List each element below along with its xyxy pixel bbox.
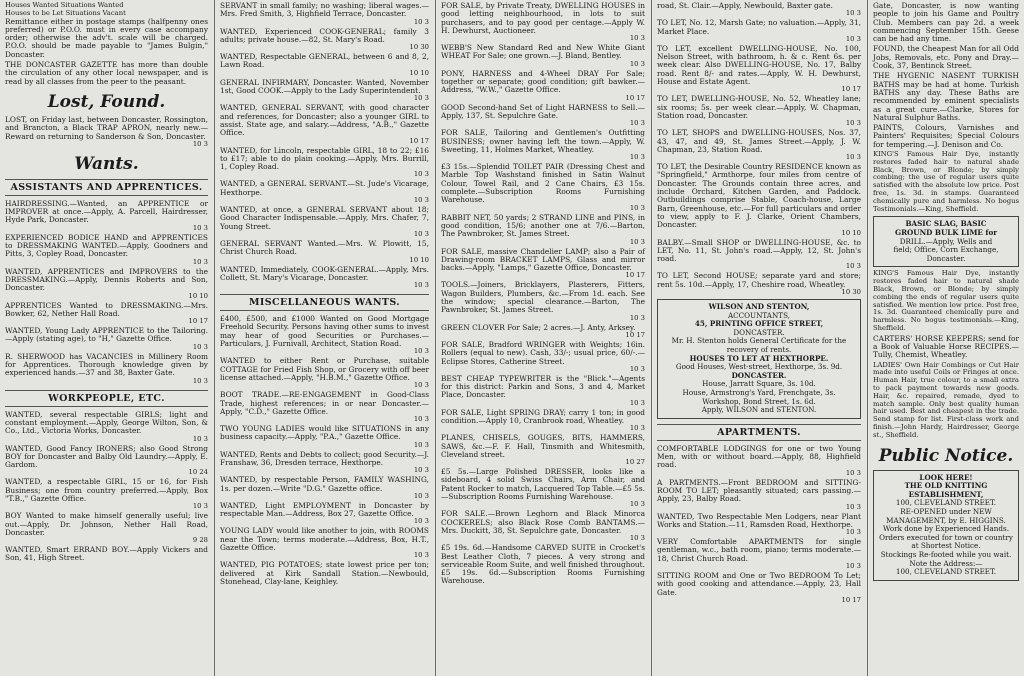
classified-ad: PLANES, CHISELS, GOUGES, BITS, HAMMERS, SAWS, &c.—F. F. Hall, Tinsmith and Whitesmith, Cleveland street. 10 27 xyxy=(441,433,645,467)
classified-ad: EXPERIENCED BODICE HAND and APPRENTICES to DRESSMAKING WANTED.—Apply, Goodners and Pitts, 3, Copley Road, Doncaster. 10 3 xyxy=(5,232,208,266)
classified-ad: WANTED, a GENERAL SERVANT.—St. Jude's Vicarage, Hexthorpe. 10 3 xyxy=(220,179,429,205)
classified-ad: £5 19s. 6d.—Handsome CARVED SUITE in Crocket's Best Leather Cloth, 7 pieces. A very strong and serviceable Room Suite, and well finished throughout. £5 19s. 6d.—Subscription Rooms Furnishing Warehouse. xyxy=(441,543,645,586)
column-5 xyxy=(868,0,1024,676)
classified-ad: WANTED, Immediately, COOK-GENERAL.—Apply, Mrs. Collett, St. Mary's Vicarage, Doncaster. 10 3 xyxy=(220,264,429,290)
subsection-heading-workpeople: WORKPEOPLE, ETC. xyxy=(5,390,208,407)
classified-ad: WANTED, Young Lady APPRENTICE to the Tailoring.—Apply (stating age), to "H," Gazette Office. 10 3 xyxy=(5,326,208,351)
classified-ad: PONY, HARNESS and 4-Wheel DRAY For Sale; together or separate; good condition; gift bawker.—Address, "W.W.," Gazette Office. 10 17 xyxy=(441,68,645,102)
classified-ad: THE HYGENIC NASENT TURKISH BATHS may be had at home. Turkish BATHS any day. These Baths are recommended by eminent specialists as a great cure.—Clarke, Stores for Natural Sulphur Baths. xyxy=(873,71,1019,122)
classified-ad: SERVANT in small family; no washing; liberal wages.—Mrs. Fred Smith, 3, Highfield Terrace, Doncaster. 10 3 xyxy=(220,1,429,26)
classified-ad: BOOT TRADE.—RE-ENGAGEMENT in Good-Class Trade, highest references; in or near Doncaster.—Apply, "C.D.," Gazette Office. 10 3 xyxy=(220,390,429,424)
classified-ad: A PARTMENTS.—Front BEDROOM and SITTING-ROOM TO LET; pleasantly situated; cars passing.—Apply, 23, Balby Road. 10 3 xyxy=(657,477,861,511)
section-heading-wants: Wants. xyxy=(74,153,139,174)
classified-ad: FOR SALE, by Private Treaty, DWELLING HOUSES in good letting neighbourhood, in lots to suit purchasers, and to pay good per centage.—Apply W. H. Dewhurst, Auctioneer. 10 3 xyxy=(441,1,645,43)
classified-ad: COMFORTABLE LODGINGS for one or two Young Men, with or without board.—Apply, 88, Highfield road. 10 3 xyxy=(657,443,861,477)
classified-ad: TWO YOUNG LADIES would like SITUATIONS in any business capacity.—Apply, "P.A.," Gazette Office. 10 3 xyxy=(220,424,429,449)
classified-ad: TO LET, excellent DWELLING-HOUSE, No. 100, Nelson Street, with bathroom, h. & c. Rent 6s. per week clear. Also DWELLING-HOUSE, No. 17, Balby road. Rent 8/- and rates.—Apply, W. H. Dewhurst, House and Estate Agent. 10 17 xyxy=(657,43,861,94)
classified-ad: LADIES' Own Hair Combings or Cut Hair made into useful Coils or Fringes at once. Human Hair, true colour, to a small extra to pack payment towards new goods. Hair, &c. repaired, remade, dyed to match sample. Only best quality human hair used. Best and cheapest in the trade. Send stamp for list. First-class work and finish.—John Hardy, Hairdresser, George st., Sheffield. xyxy=(873,360,1019,439)
classified-ad: FOR SALE, massive Chandelier LAMP; also a Pair of Drawing-room BRACKET LAMPS, Glass and mirror backs.—Apply, "Lamps," Gazette Office, Doncaster. 10 17 xyxy=(441,246,645,280)
accountants-notice: WILSON AND STENTON, ACCOUNTANTS, 45, PRINTING OFFICE STREET, DONCASTER. Mr. H. Stenton holds General Certificate for the recovery of rents. HOUSES TO LET AT HEXTHORPE. Good Houses, West-street, Hexthorpe, 3s. 9d. DONCASTER. House, Jarratt Square, 3s. 10d. House, Armstrong's Yard, Frenchgate, 3s. Workshop, Bond Street, 1s. 6d. Apply, WILSON and STENTON. xyxy=(657,299,861,419)
knitting-establishment-notice: LOOK HERE! THE OLD KNITTING ESTABLISHMENT, 100, CLEVELAND STREET. RE-OPENED under NEW MANAGEMENT, by E. HIGGINS. Work done by Experienced Hands. Orders executed for town or country at Shortest Notice. Stockings Re-footed while you wait. Note the Address:— 100, CLEVELAND STREET. xyxy=(873,470,1019,581)
classified-ad: KING'S Famous Hair Dye, instantly restores faded hair to natural shade Black, Brown, or Blonde; by simply combing the ends of regular users quite satisfied. We mention low price. Post free, 1s. 3d. Guaranteed chemically pure and harmless. No bogus testimonials.—King, Sheffield. xyxy=(873,269,1019,332)
classified-ad: WANTED, Experienced COOK-GENERAL; family 3 adults; private house.—82, St. Mary's Road. 10 30 xyxy=(220,26,429,52)
classified-ad: GREEN CLOVER For Sale; 2 acres.—J. Anty, Arksey. 10 17 xyxy=(441,322,645,339)
classified-ad: WANTED, for Lincoln, respectable GIRL, 18 to 22; £16 to £17; able to do plain cooking.—Apply, Mrs. Burrill, 1, Copley Road. 10 3 xyxy=(220,145,429,179)
classified-ad: WANTED, PIG POTATOES; state lowest price per ton; delivered at Kirk Sandall Station.—Newbould, Stonehead, Clay-lane, Keighley. xyxy=(220,560,429,586)
classified-ad: GENERAL SERVANT Wanted.—Mrs. W. Plowitt, 15, Christ Church Road. 10 10 xyxy=(220,238,429,264)
classified-ad: WANTED, by respectable Person, FAMILY WASHING, 1s. per dozen.—Write "D.G." Gazette office. 10 3 xyxy=(220,475,429,500)
classified-ad: WANTED, Good Fancy IRONERS; also Good Strong BOY for Doncaster and Balby Old Laundry.—Apply, E. Gardom. 10 24 xyxy=(5,443,208,477)
classified-ad: WANTED, at once, a GENERAL SERVANT about 18; Good Character Indispensable.—Apply, Mrs. Chafer, 7, Young Street. 10 3 xyxy=(220,205,429,238)
classified-ad: GOOD Second-hand Set of Light HARNESS to Sell.—Apply, 137, St. Sepulchre Gate. 10 3 xyxy=(441,102,645,128)
classified-ad: TO LET, Second HOUSE; separate yard and store; rent 5s. 10d.—Apply, 17, Cheshire road, Wheatley. 10 30 xyxy=(657,271,861,297)
classified-ad: SITTING ROOM and One or Two BEDROOM To Let; with good cooking and attendance.—Apply, 23, Hall Gate. 10 17 xyxy=(657,571,861,604)
classified-ad: TO LET, DWELLING-HOUSE, No. 52, Wheatley lane; six rooms; 5s. per week clear.—Apply, W. Chapman, Station road, Doncaster. 10 3 xyxy=(657,94,861,128)
classified-ad: WANTED, a respectable GIRL, 15 or 16, for Fish Business; one from country preferred.—Apply, Box "T.B.," Gazette Office. 10 3 xyxy=(5,477,208,511)
classified-ad: LOST, on Friday last, between Doncaster, Rossington, and Brancton, a Black TRAP APRON, nearly new.—Reward on returning to Sanderson & Son, Doncaster. 10 3 xyxy=(5,114,208,148)
classified-ad: £5 5s.—Large Polished DRESSER, looks like a sideboard, 4 solid Swiss Chairs, Arm Chair, and Patent Rocker to match, Lacquered Top Table.—£5 5s.—Subscription Rooms Furnishing Warehouse. 10 3 xyxy=(441,467,645,509)
section-heading-misc-wants: MISCELLANEOUS WANTS. xyxy=(220,294,429,311)
gazette-circulation-note: THE DONCASTER GAZETTE has more than double the circulation of any other local newspaper, and is read by all classes from the peer to the peasant. xyxy=(5,60,208,86)
classified-ad: RABBIT NET, 50 yards; 2 STRAND LINE and PINS, in good condition, 15/6; another one at 7/6.—Barton, The Pawnbroker, St. James Street. 10 3 xyxy=(441,212,645,246)
section-heading-apartments: APARTMENTS. xyxy=(657,424,861,441)
classified-ad: VERY Comfortable APARTMENTS for single gentleman, w.c., bath room, piano; terms moderate.—18, Christ Church Road. 10 3 xyxy=(657,537,861,570)
classified-ad: £400, £500, and £1000 Wanted on Good Mortgage Freehold Security. Persons having other sums to invest may hear of good Securities or Purchases.—Particulars, J. Furnivall, Architect, Station Road. 10 3 xyxy=(220,314,429,356)
classified-ad: TO LET, the Desirable Country RESIDENCE known as "Springfield," Armthorpe, four miles from centre of Doncaster. The Grounds contain three acres, and include Orchard, Kitchen Garden, and Paddock. Outbuildings comprise Stable, Coach-house, Large Barn, Greenhouse, etc.—For full particulars and order to view, apply to F. J. Clarke, Orient Chambers, Doncaster. 10 10 xyxy=(657,162,861,237)
classified-ad: WEBB'S New Standard Red and New White Giant WHEAT For Sale; one grown.—J. Bland, Bentley. 10 3 xyxy=(441,43,645,68)
classified-ad: WANTED to either Rent or Purchase, suitable COTTAGE for Fried Fish Shop, or Grocery with off beer license attached.—Apply, "H.B.M.," Gazette Office. 10 3 xyxy=(220,356,429,390)
classified-ad: TOOLS.—Joiners, Bricklayers, Plasterers, Fitters, Wagon Builders, Plumbers, &c.—From 1d. each. See the window; special clearance.—Barton, The Pawnbroker, St. James Street. 10 3 xyxy=(441,280,645,322)
section-heading-public-notice: Public Notice. xyxy=(878,445,1014,466)
classified-ad: WANTED, Light EMPLOYMENT in Doncaster by respectable Man.—Address, Box 27, Gazette Office. 10 3 xyxy=(220,500,429,526)
column-2 xyxy=(215,0,434,676)
classified-ad: FOR SALE, Tailoring and Gentlemen's Outfitting BUSINESS; owner having left the town.—Apply, W. Sweeting, 11, Holmes Market, Wheatley. 10 3 xyxy=(441,128,645,162)
subsection-heading-assistants: ASSISTANTS AND APPRENTICES. xyxy=(5,179,208,196)
classified-ad: KING'S Famous Hair Dye, instantly restores faded hair to natural shade Black, Brown, or Blonde; by simply combing; the use of regular users quite satisfied with the absolute low price. Post free, 1s. 3d. in stamps. Guaranteed chemically pure and harmless. No bogus Testimonials.—King, Sheffield. xyxy=(873,150,1019,213)
column-1 xyxy=(0,0,213,676)
classified-ad: BOY Wanted to make himself generally useful; live out.—Apply, Dr. Johnson, Nether Hall Road, Doncaster. 9 28 xyxy=(5,511,208,545)
classified-ad: FOR SALE, Bradford WRINGER with Weights; 16in. Rollers (equal to new). Cash, 33/-; usual price, 60/-.—Eclipse Stores, Catherine Street. 10 3 xyxy=(441,339,645,373)
classified-ad: BEST CHEAP TYPEWRITER is the "Blick."—Agents for this district: Parkin and Sons, 3 and 4, Market Place, Doncaster. 10 3 xyxy=(441,373,645,407)
remittance-note: Remittance either in postage stamps (halfpenny ones preferred) or P.O.O. must in every case accompany order; otherwise the adv't. scale will be charged. P.O.O. should be made payable to "James Bulgin," Doncaster. xyxy=(5,16,208,59)
classified-ad: FOR SALE, Light SPRING DRAY; carry 1 ton; in good condition.—Apply 10, Cranbrook road, Wheatley. 10 3 xyxy=(441,407,645,433)
classified-ad: WANTED, Smart ERRAND BOY.—Apply Vickers and Son, 41, High Street. xyxy=(5,545,208,563)
classified-ad: WANTED, Rents and Debts to collect; good Security.—J. Franshaw, 36, Dresden terrace, Hexthorpe. 10 3 xyxy=(220,449,429,475)
classified-ad: APPRENTICES Wanted to DRESSMAKING.—Mrs. Bowker, 62, Nether Hall Road. 10 17 xyxy=(5,300,208,326)
category-list: Houses Wanted Situations Wanted Houses to be Let Situations Vacant xyxy=(5,1,126,17)
classified-ad: £3 15s.—Splendid TOILET PAIR (Dressing Chest and Marble Top Washstand finished in Satin Walnut Colour, Towel Rail, and 2 Cane Chairs, £3 15s. complete.—Subscription Rooms Furnishing Warehouse. 10 3 xyxy=(441,162,645,212)
classified-ad: YOUNG LADY would like another to join, with ROOMS near the Town; terms moderate.—Address, Box, H.T., Gazette Office. 10 3 xyxy=(220,526,429,560)
classified-ad: WANTED, Two Respectable Men Lodgers, near Plant Works and Station.—11, Ramsden Road, Hexthorpe. 10 3 xyxy=(657,511,861,537)
classified-ad: CARTERS' HORSE KEEPERS; send for a Book of Valuable Horse RECIPES.—Tully, Chemist, Wheatley. xyxy=(873,333,1019,360)
classified-ad: TO LET, SHOPS and DWELLING-HOUSES, Nos. 37, 43, 47, and 49, St. James Street.—Apply, J. W. Chapman, 23, Station Road. 10 3 xyxy=(657,128,861,162)
column-3 xyxy=(436,0,650,676)
classified-ad: BALBY.—Small SHOP or DWELLING-HOUSE, &c. to LET, No. 11, St. John's road.—Apply, 12, St. John's road. 10 3 xyxy=(657,237,861,271)
basic-slag-notice: BASIC SLAG, BASIC GROUND BULK LIME for DRILL.—Apply, Wells and field; Office, Corn Exchange, Doncaster. xyxy=(873,216,1019,267)
classified-ad: WANTED, several respectable GIRLS; light and constant employment.—Apply, George Wilton, Son, & Co., Ltd., Victoria Works, Doncaster. 10 3 xyxy=(5,409,208,443)
classified-ad: R. SHERWOOD has VACANCIES in Millinery Room for Apprentices. Thorough knowledge given by experienced hands.—37 and 38, Baxter Gate. 10 3 xyxy=(5,351,208,385)
classified-ad: PAINTS, Colours, Varnishes and Painters' Requisites; Special Colours for tempering.—J. Denison and Co. xyxy=(873,123,1019,149)
classified-ad: WANTED, APPRENTICES and IMPROVERS to the DRESSMAKING.—Apply, Dennis Roberts and Son, Doncaster. 10 10 xyxy=(5,266,208,300)
classified-ad: WANTED, Respectable GENERAL, between 6 and 8, 2, Lawn Road. 10 10 xyxy=(220,52,429,77)
classified-ad: Gate, Doncaster, is now wanting people to join his Game and Poultry Club. Members can pay 2d. a week commencing September 15th. Geese can be had any time. xyxy=(873,1,1019,44)
column-4 xyxy=(652,0,866,676)
classified-ad: TO LET, No. 12, Marsh Gate; no valuation.—Apply, 31, Market Place. 10 3 xyxy=(657,18,861,43)
classified-ad: GENERAL INFIRMARY, Doncaster. Wanted, November 1st, Good COOK.—Apply to the Lady Superintendent. 10 3 xyxy=(220,77,429,103)
classified-ad: FOR SALE.—Brown Leghorn and Black Minorca COCKERELS; also Black Rose Comb BANTAMS.—Mrs. Duckitt, 38, St. Sepulchre gate, Doncaster. 10 3 xyxy=(441,509,645,543)
classified-ad: FOUND, the Cheapest Man for all Odd Jobs, Removals, etc. Pony and Dray.—Cook, 37, Bentinck Street. xyxy=(873,44,1019,71)
classified-ad: road, St. Clair.—Apply, Newbould, Baxter gate. 10 3 xyxy=(657,1,861,18)
classified-ad: WANTED, GENERAL SERVANT, with good character and references, for Doncaster; also a younger GIRL to assist. State age, and salary.—Address, "A.B.," Gazette Office. 10 17 xyxy=(220,103,429,145)
section-heading-lost-found: Lost, Found. xyxy=(47,91,166,112)
classified-ad: HAIRDRESSING.—Wanted, an APPRENTICE or IMPROVER at once.—Apply, A. Parcell, Hairdresser, Hyde Park, Doncaster. 10 3 xyxy=(5,198,208,232)
